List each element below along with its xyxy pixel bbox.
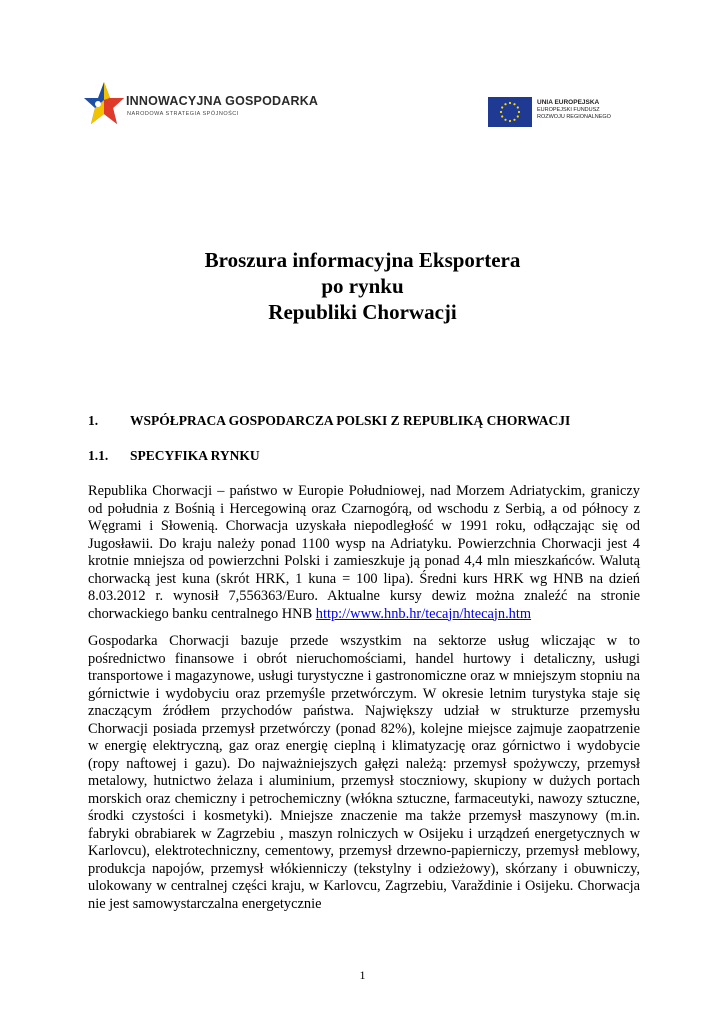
star-logo-icon [84,80,124,126]
section-1-number: 1. [88,413,99,428]
section-1-heading [88,413,570,429]
section-1-1-number: 1.1. [88,448,109,463]
eu-logo-line2: EUROPEJSKI FUNDUSZ [537,106,600,113]
title-line-1: Broszura informacyjna Eksportera [204,248,521,272]
paragraph-1-text: Republika Chorwacji – państwo w Europie Południowej, nad Morzem Adriatyckim, graniczy od południa z Bośnią i Hercegowiną oraz Czarnogórą, od wschodu z Serbią, a od północy z Węgrami i Słowenią. Chorwacja uzyskała niepodległość w 1991 roku, odłączając się od Jugosławii. Do kraju należy ponad 1100 wysp na Adriatyku. Powierzchnia Chorwacji jest 4 krotnie mniejsza od powierzchni Polski i zamieszkuje ją ponad 4,4 mln mieszkańców. Walutą chorwacką jest kuna (skrót HRK, 1 kuna = 100 lipa). Średni kurs HRK wg HNB na dzień 8.03.2012 r. wynosił 7,556363/Euro. Aktualne kursy dewiz można znaleźć na stronie chorwackiego banku centralnego HNB [88,483,640,622]
eu-logo-line3: ROZWOJU REGIONALNEGO [537,114,611,120]
paragraph-2 [88,633,640,913]
eu-logo-line1: UNIA EUROPEJSKA [537,99,600,106]
document-title [0,247,725,325]
eu-logo-text [537,99,611,122]
innowacyjna-gospodarka-logo [84,80,319,126]
section-1-1-heading [88,448,260,464]
section-1-title: WSPÓŁPRACA GOSPODARCZA POLSKI Z REPUBLIKĄ CHORWACJI [130,413,571,428]
title-line-2: po rynku [321,274,404,298]
eu-flag-icon [488,97,532,127]
logo-title: INNOWACYJNA GOSPODARKA [126,94,319,108]
eu-logo [488,97,628,127]
paragraph-1 [88,483,640,623]
section-1-1-title: SPECYFIKA RYNKU [130,448,260,463]
title-line-3: Republiki Chorwacji [268,300,457,324]
page-number: 1 [359,968,366,982]
logo-subtitle: NARODOWA STRATEGIA SPÓJNOŚCI [127,111,239,117]
hnb-link[interactable]: http://www.hnb.hr/tecajn/htecajn.htm [315,605,532,622]
paragraph-2-text: Gospodarka Chorwacji bazuje przede wszystkim na sektorze usług wliczając w to pośrednictwo finansowe i obrót nieruchomościami, handel hurtowy i detaliczny, usługi transportowe i magazynowe, usługi turystyczne i gastronomiczne oraz w mniejszym stopniu na górnictwie i wydobyciu oraz przemyśle przetwórczym. W okresie letnim turystyka staje się znaczącym źródłem przychodów państwa. Największy udział w strukturze przemysłu Chorwacji posiada przemysł przetwórczy (ponad 82%), kolejne miejsce zajmuje zaopatrzenie w energię elektryczną, gaz oraz energię cieplną i klimatyzację oraz górnictwo i wydobycie (ropy naftowej i gazu). Do najważniejszych gałęzi należą: przemysł spożywczy, przemysł metalowy, hutnictwo żelaza i aluminium, przemysł stoczniowy, skupiony w dużych portach morskich oraz chemiczny i petrochemiczny (włókna sztuczne, farmaceutyki, nawozy sztuczne, środki czystości i kosmetyki). Mniejsze znaczenie ma także przemysł maszynowy (m.in. fabryki obrabiarek w Zagrzebiu , maszyn rolniczych w Osijeku i urządzeń energetycznych w Karlovcu), elektrotechniczny, cementowy, przemysł drzewno-papierniczy, przemysł meblowy, produkcja napojów, przemysł włókienniczy (tekstylny i odzieżowy), skórzany i obuwniczy, ulokowany w centralnej części kraju, w Karlovcu, Zagrzebiu, Varaždinie i Osijeku. Chorwacja nie jest samowystarczalna energetycznie [88,633,640,912]
